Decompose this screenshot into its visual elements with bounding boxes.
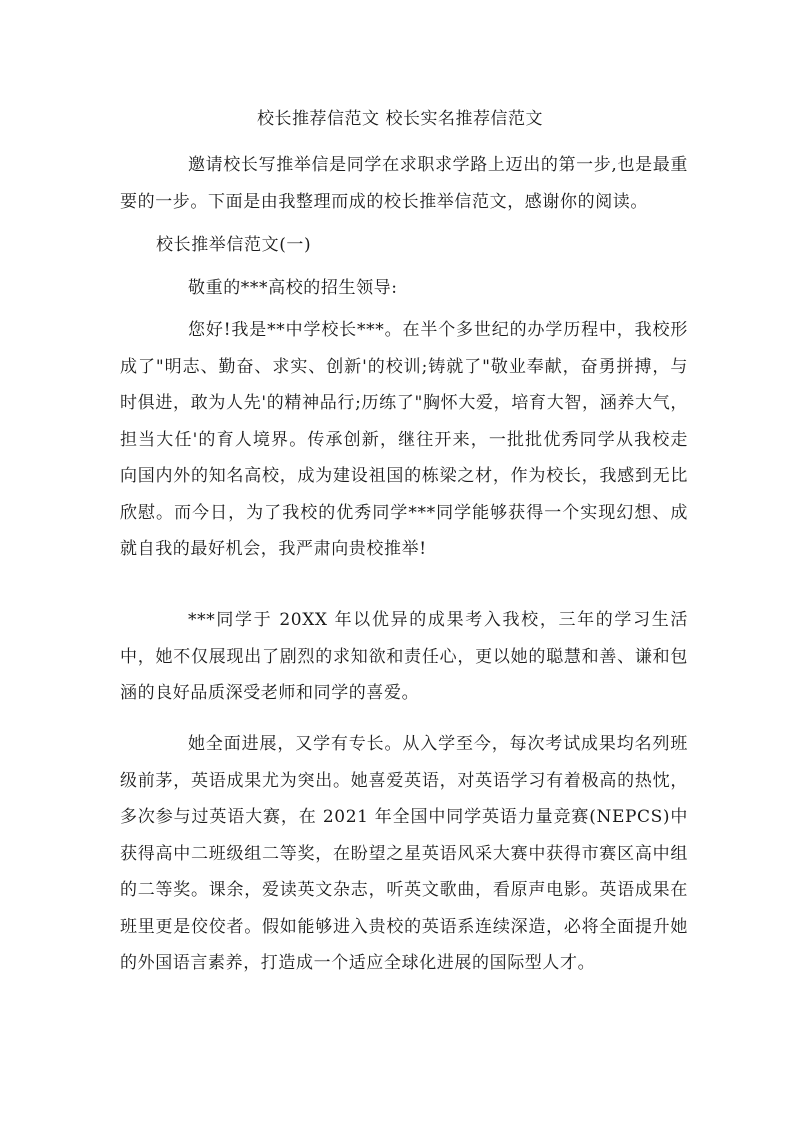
document-title: 校长推荐信范文 校长实名推荐信范文	[257, 109, 543, 129]
body-paragraph-2: ***同学于 20XX 年以优异的成果考入我校，三年的学习生活中，她不仅展现出了剧烈的求知欲和责任心，更以她的聪慧和善、谦和包涵的良好品质深受老师和同学的喜爱。	[120, 610, 688, 703]
body-paragraph-1: 您好!我是**中学校长***。在半个多世纪的办学历程中，我校形成了"明志、勤奋、求实、创新'的校训;铸就了"敬业奉献，奋勇拼搏，与时俱进，敢为人先'的精神品行;历练了"胸怀大爱，培育大智，涵养大气，担当大任'的育人境界。传承创新，继往开来，一批批优秀同学从我校走向国内外的知名高校，成为建设祖国的栋梁之材，作为校长，我感到无比欣慰。而今日，为了我校的优秀同学***同学能够获得一个实现幻想、成就自我的最好机会，我严肃向贵校推举!	[120, 320, 688, 559]
intro-paragraph: 邀请校长写推举信是同学在求职求学路上迈出的第一步,也是最重要的一步。下面是由我整理而成的校长推举信范文，感谢你的阅读。	[120, 155, 688, 212]
body-paragraph-3: 她全面进展，又学有专长。从入学至今，每次考试成果均名列班级前茅，英语成果尤为突出。她喜爱英语，对英语学习有着极高的热忱，多次参与过英语大赛，在 2021 年全国中同学英语力量竞赛(NEPCS)中获得高中二班级组二等奖，在盼望之星英语风采大赛中获得市赛区高中组的二等奖。课余，爱读英文杂志，听英文歌曲，看原声电影。英语成果在班里更是佼佼者。假如能够进入贵校的英语系连续深造，必将全面提升她的外国语言素养，打造成一个适应全球化进展的国际型人才。	[120, 734, 688, 973]
salutation: 敬重的***高校的招生领导:	[188, 278, 398, 298]
section-heading: 校长推举信范文(一)	[156, 235, 312, 255]
